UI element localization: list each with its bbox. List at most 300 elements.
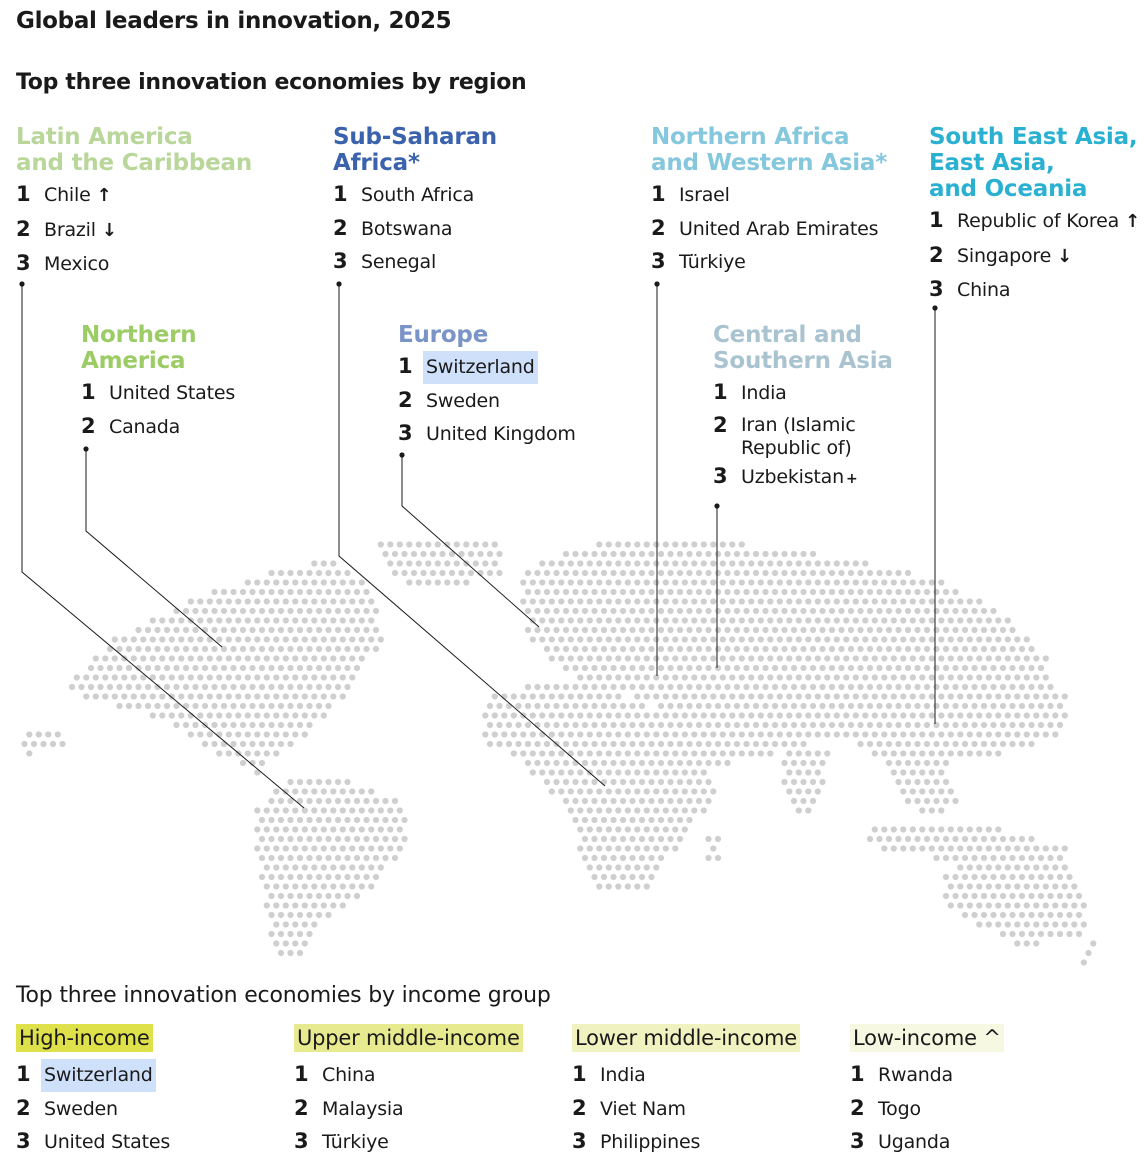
map-dot	[976, 902, 982, 908]
map-dot	[853, 560, 859, 566]
map-dot	[629, 722, 635, 728]
map-dot	[696, 684, 702, 690]
map-dot	[1024, 902, 1030, 908]
map-dot	[843, 617, 849, 623]
map-dot	[957, 864, 963, 870]
map-dot	[838, 665, 844, 671]
map-dot	[596, 750, 602, 756]
map-dot	[686, 703, 692, 709]
map-dot	[810, 684, 816, 690]
map-dot	[230, 646, 236, 652]
map-dot	[520, 750, 526, 756]
map-dot	[919, 826, 925, 832]
map-dot	[202, 703, 208, 709]
map-dot	[226, 636, 232, 642]
map-dot	[620, 551, 626, 557]
map-dot	[786, 598, 792, 604]
map-dot	[933, 608, 939, 614]
map-dot	[287, 608, 293, 614]
map-dot	[577, 731, 583, 737]
map-dot	[862, 617, 868, 623]
map-dot	[644, 636, 650, 642]
map-dot	[995, 902, 1001, 908]
map-dot	[297, 665, 303, 671]
map-dot	[563, 646, 569, 652]
map-dot	[558, 617, 564, 623]
map-dot	[824, 712, 830, 718]
map-dot	[235, 598, 241, 604]
map-dot	[625, 560, 631, 566]
map-dot	[682, 788, 688, 794]
map-dot	[957, 712, 963, 718]
map-dot	[857, 741, 863, 747]
map-dot	[482, 541, 488, 547]
map-dot	[933, 798, 939, 804]
map-dot	[829, 703, 835, 709]
map-dot	[1019, 855, 1025, 861]
map-dot	[240, 665, 246, 671]
map-dot	[938, 731, 944, 737]
map-dot	[800, 551, 806, 557]
map-dot	[734, 627, 740, 633]
map-dot	[601, 684, 607, 690]
map-dot	[772, 627, 778, 633]
map-dot	[382, 551, 388, 557]
map-dot	[629, 646, 635, 652]
map-dot	[724, 741, 730, 747]
map-dot	[886, 722, 892, 728]
map-dot	[1043, 731, 1049, 737]
map-dot	[563, 779, 569, 785]
map-dot	[354, 646, 360, 652]
map-dot	[292, 617, 298, 623]
map-dot	[667, 817, 673, 823]
map-dot	[710, 731, 716, 737]
map-dot	[824, 617, 830, 623]
map-dot	[929, 769, 935, 775]
map-dot	[278, 817, 284, 823]
map-dot	[249, 703, 255, 709]
map-dot	[691, 674, 697, 680]
map-dot	[876, 570, 882, 576]
map-dot	[102, 693, 108, 699]
map-dot	[615, 731, 621, 737]
map-dot	[644, 864, 650, 870]
map-dot	[743, 741, 749, 747]
economy-rank: 3	[333, 249, 348, 273]
map-dot	[577, 674, 583, 680]
map-dot	[306, 646, 312, 652]
map-dot	[563, 722, 569, 728]
map-dot	[145, 703, 151, 709]
map-dot	[691, 731, 697, 737]
map-dot	[701, 693, 707, 699]
map-dot	[183, 722, 189, 728]
map-dot	[254, 636, 260, 642]
map-dot	[197, 712, 203, 718]
map-dot	[330, 579, 336, 585]
map-dot	[126, 646, 132, 652]
map-dot	[496, 570, 502, 576]
map-dot	[786, 674, 792, 680]
map-dot	[729, 674, 735, 680]
map-dot	[796, 807, 802, 813]
map-dot	[226, 750, 232, 756]
map-dot	[330, 826, 336, 832]
map-dot	[682, 712, 688, 718]
map-dot	[758, 674, 764, 680]
map-dot	[957, 902, 963, 908]
map-dot	[311, 598, 317, 604]
map-dot	[781, 665, 787, 671]
map-dot	[658, 627, 664, 633]
map-dot	[340, 579, 346, 585]
map-dot	[857, 627, 863, 633]
map-dot	[1028, 665, 1034, 671]
map-dot	[1057, 855, 1063, 861]
map-dot	[245, 598, 251, 604]
map-dot	[938, 769, 944, 775]
map-dot	[69, 684, 75, 690]
map-dot	[663, 788, 669, 794]
map-dot	[235, 712, 241, 718]
map-dot	[867, 570, 873, 576]
map-dot	[957, 883, 963, 889]
map-dot	[914, 684, 920, 690]
map-dot	[112, 674, 118, 680]
map-dot	[340, 883, 346, 889]
map-dot	[240, 722, 246, 728]
map-dot	[891, 769, 897, 775]
map-dot	[1062, 902, 1068, 908]
map-dot	[691, 579, 697, 585]
map-dot	[363, 646, 369, 652]
region-economy-list	[398, 350, 576, 451]
map-dot	[957, 845, 963, 851]
map-dot	[919, 712, 925, 718]
map-dot	[620, 760, 626, 766]
map-dot	[1038, 665, 1044, 671]
map-dot	[587, 598, 593, 604]
map-dot	[582, 779, 588, 785]
map-dot	[819, 646, 825, 652]
map-dot	[330, 617, 336, 623]
map-dot	[349, 655, 355, 661]
map-dot	[819, 608, 825, 614]
map-dot	[620, 627, 626, 633]
map-dot	[705, 608, 711, 614]
map-dot	[639, 646, 645, 652]
map-dot	[1057, 722, 1063, 728]
map-dot	[629, 684, 635, 690]
map-dot	[311, 807, 317, 813]
map-dot	[962, 741, 968, 747]
map-dot	[1009, 741, 1015, 747]
map-dot	[914, 760, 920, 766]
map-dot	[986, 902, 992, 908]
map-dot	[363, 589, 369, 595]
map-dot	[354, 855, 360, 861]
map-dot	[653, 845, 659, 851]
map-dot	[848, 627, 854, 633]
map-dot	[297, 589, 303, 595]
map-dot	[406, 560, 412, 566]
map-dot	[634, 750, 640, 756]
map-dot	[344, 798, 350, 804]
map-dot	[226, 617, 232, 623]
map-dot	[620, 665, 626, 671]
map-dot	[762, 665, 768, 671]
map-dot	[743, 551, 749, 557]
map-dot	[862, 636, 868, 642]
map-dot	[587, 788, 593, 794]
map-dot	[686, 665, 692, 671]
map-dot	[625, 731, 631, 737]
map-dot	[112, 636, 118, 642]
map-dot	[463, 541, 469, 547]
map-dot	[857, 608, 863, 614]
map-dot	[268, 570, 274, 576]
map-dot	[340, 864, 346, 870]
map-dot	[971, 646, 977, 652]
region-economy-list	[929, 204, 1140, 307]
map-dot	[648, 779, 654, 785]
map-dot	[1052, 902, 1058, 908]
map-dot	[881, 750, 887, 756]
map-dot	[1019, 684, 1025, 690]
economy-entry	[929, 204, 1140, 239]
map-dot	[572, 779, 578, 785]
map-dot	[800, 798, 806, 804]
map-dot	[1000, 836, 1006, 842]
map-dot	[639, 570, 645, 576]
map-dot	[667, 836, 673, 842]
map-dot	[644, 655, 650, 661]
map-dot	[639, 722, 645, 728]
map-dot	[986, 655, 992, 661]
map-dot	[895, 760, 901, 766]
map-dot	[686, 722, 692, 728]
economy-entry	[16, 1058, 170, 1092]
map-dot	[952, 893, 958, 899]
map-dot	[1028, 912, 1034, 918]
map-dot	[235, 636, 241, 642]
map-dot	[653, 636, 659, 642]
map-dot	[264, 693, 270, 699]
map-dot	[511, 750, 517, 756]
map-dot	[363, 627, 369, 633]
map-dot	[743, 665, 749, 671]
map-dot	[1005, 655, 1011, 661]
map-dot	[273, 636, 279, 642]
map-dot	[857, 646, 863, 652]
map-dot	[886, 836, 892, 842]
map-dot	[705, 855, 711, 861]
map-dot	[249, 684, 255, 690]
map-dot	[900, 712, 906, 718]
map-dot	[525, 741, 531, 747]
map-dot	[268, 893, 274, 899]
map-dot	[221, 665, 227, 671]
map-dot	[781, 760, 787, 766]
map-dot	[986, 864, 992, 870]
map-dot	[905, 684, 911, 690]
map-dot	[686, 627, 692, 633]
map-dot	[990, 722, 996, 728]
map-dot	[482, 560, 488, 566]
map-dot	[363, 608, 369, 614]
economy-entry	[16, 178, 252, 213]
map-dot	[1000, 855, 1006, 861]
map-dot	[506, 703, 512, 709]
economy-name: Sweden	[426, 389, 500, 412]
map-dot	[477, 551, 483, 557]
map-dot	[169, 712, 175, 718]
leader-dot-eu	[399, 452, 404, 457]
map-dot	[577, 750, 583, 756]
map-dot	[800, 779, 806, 785]
map-dot	[145, 627, 151, 633]
map-dot	[710, 541, 716, 547]
map-dot	[867, 684, 873, 690]
map-dot	[886, 760, 892, 766]
map-dot	[515, 741, 521, 747]
map-dot	[245, 731, 251, 737]
map-dot	[173, 703, 179, 709]
map-dot	[572, 589, 578, 595]
map-dot	[848, 665, 854, 671]
map-dot	[929, 598, 935, 604]
map-dot	[948, 617, 954, 623]
map-dot	[568, 655, 574, 661]
economy-rank: 1	[333, 182, 348, 206]
income-group-label: High-income	[16, 1024, 153, 1052]
map-dot	[834, 674, 840, 680]
map-dot	[1028, 741, 1034, 747]
map-dot	[967, 864, 973, 870]
map-dot	[686, 608, 692, 614]
map-dot	[905, 836, 911, 842]
map-dot	[344, 589, 350, 595]
map-dot	[487, 570, 493, 576]
map-dot	[634, 693, 640, 699]
map-dot	[606, 674, 612, 680]
map-dot	[544, 703, 550, 709]
map-dot	[416, 560, 422, 566]
map-dot	[971, 836, 977, 842]
map-dot	[924, 684, 930, 690]
map-dot	[625, 541, 631, 547]
map-dot	[397, 826, 403, 832]
map-dot	[625, 674, 631, 680]
map-dot	[425, 541, 431, 547]
map-dot	[135, 627, 141, 633]
map-dot	[373, 817, 379, 823]
map-dot	[530, 598, 536, 604]
map-dot	[986, 845, 992, 851]
map-dot	[316, 627, 322, 633]
map-dot	[596, 864, 602, 870]
map-dot	[606, 750, 612, 756]
map-dot	[254, 598, 260, 604]
map-dot	[739, 731, 745, 737]
map-dot	[302, 788, 308, 794]
map-dot	[938, 750, 944, 756]
map-dot	[634, 807, 640, 813]
map-dot	[720, 655, 726, 661]
map-dot	[729, 541, 735, 547]
map-dot	[544, 684, 550, 690]
map-dot	[986, 826, 992, 832]
map-dot	[392, 836, 398, 842]
map-dot	[316, 665, 322, 671]
map-dot	[715, 551, 721, 557]
map-dot	[952, 836, 958, 842]
map-dot	[302, 598, 308, 604]
map-dot	[952, 608, 958, 614]
map-dot	[943, 627, 949, 633]
map-dot	[340, 693, 346, 699]
map-dot	[525, 627, 531, 633]
map-dot	[306, 798, 312, 804]
map-dot	[781, 608, 787, 614]
map-dot	[739, 674, 745, 680]
map-dot	[211, 589, 217, 595]
map-dot	[368, 636, 374, 642]
map-dot	[933, 836, 939, 842]
map-dot	[791, 798, 797, 804]
map-dot	[625, 750, 631, 756]
map-dot	[249, 722, 255, 728]
map-dot	[995, 883, 1001, 889]
map-dot	[853, 674, 859, 680]
map-dot	[572, 817, 578, 823]
map-dot	[967, 636, 973, 642]
map-dot	[696, 798, 702, 804]
map-dot	[952, 589, 958, 595]
map-dot	[990, 836, 996, 842]
map-dot	[634, 788, 640, 794]
map-dot	[207, 655, 213, 661]
map-dot	[1043, 674, 1049, 680]
map-dot	[601, 817, 607, 823]
map-dot	[211, 741, 217, 747]
map-dot	[838, 589, 844, 595]
map-dot	[373, 836, 379, 842]
map-dot	[582, 817, 588, 823]
map-dot	[753, 570, 759, 576]
map-dot	[648, 608, 654, 614]
map-dot	[1038, 893, 1044, 899]
map-dot	[905, 741, 911, 747]
map-dot	[644, 769, 650, 775]
map-dot	[601, 779, 607, 785]
map-dot	[245, 750, 251, 756]
map-dot	[615, 845, 621, 851]
income-group	[294, 1024, 523, 1159]
map-dot	[97, 684, 103, 690]
map-dot	[753, 551, 759, 557]
map-dot	[582, 703, 588, 709]
map-dot	[691, 617, 697, 623]
map-dot	[848, 703, 854, 709]
map-dot	[615, 598, 621, 604]
map-dot	[891, 845, 897, 851]
map-dot	[938, 655, 944, 661]
map-dot	[150, 712, 156, 718]
map-dot	[292, 655, 298, 661]
map-dot	[658, 570, 664, 576]
